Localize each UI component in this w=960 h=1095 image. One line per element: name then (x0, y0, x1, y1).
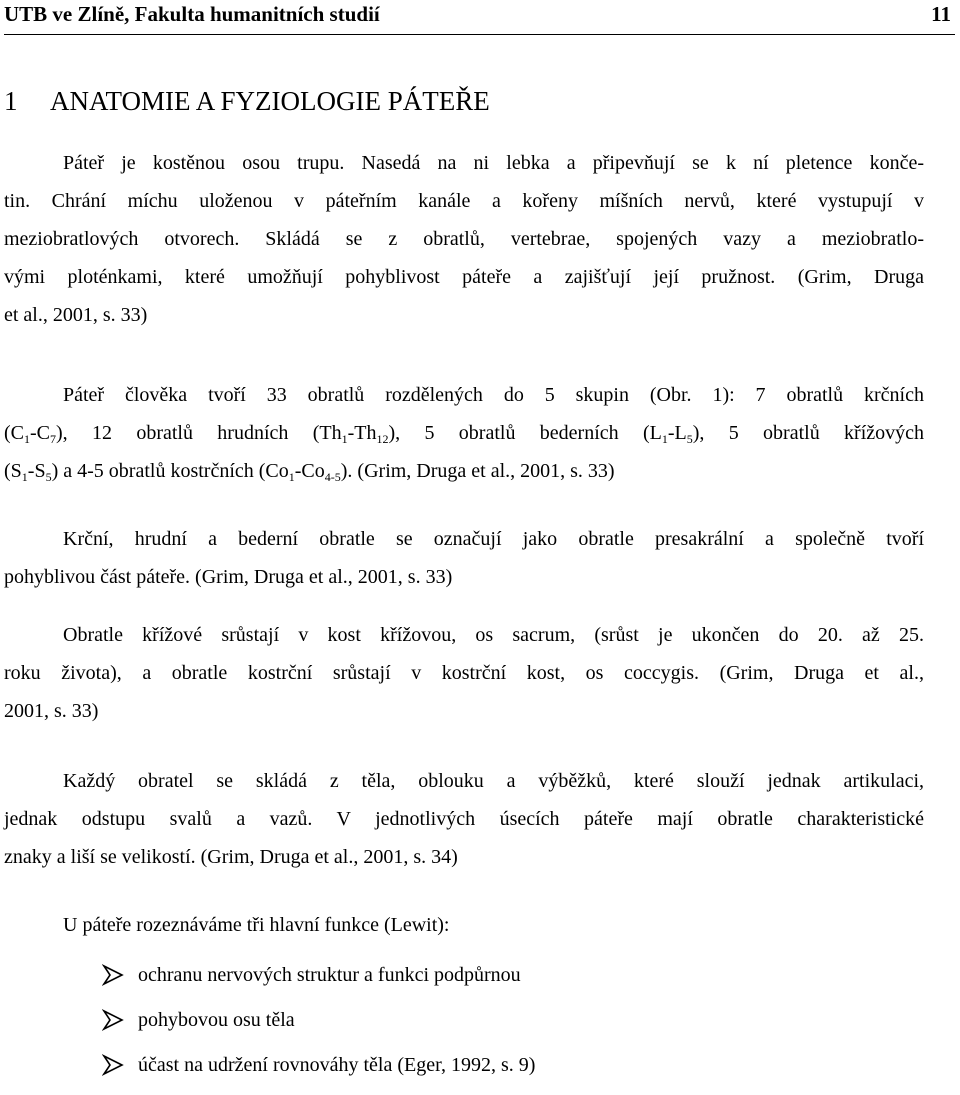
text-line: meziobratlových otvorech. Skládá se z obratlů, vertebrae, spojených vazy a meziobratlo- (4, 228, 924, 250)
text-line: roku života), a obratle kostrční srůstají v kostrční kost, os coccygis. (Grim, Druga et al., (4, 662, 924, 684)
paragraph-4 (4, 616, 924, 730)
arrowhead-bullet-icon (102, 964, 124, 986)
text-line: Každý obratel se skládá z těla, oblouku a výběžků, které slouží jednak artikulaci, (63, 770, 924, 792)
page-number: 11 (931, 2, 951, 26)
paragraph-5 (4, 762, 924, 876)
text-line: vými ploténkami, které umožňují pohyblivost páteře a zajišťují její pružnost. (Grim, Druga (4, 266, 924, 288)
text-line: Krční, hrudní a bederní obratle se označují jako obratle presakrální a společně tvoří (63, 528, 924, 550)
text-line: U páteře rozeznáváme tři hlavní funkce (Lewit): (63, 914, 450, 936)
list-item-text: ochranu nervových struktur a funkci podpůrnou (138, 964, 521, 986)
text-line: $(C_1-C_7)$, 12 obratlů hrudních $(Th_1-Th_{12})$, 5 obratlů bederních $(L_1-L_5)$, 5 obratlů křížových (4, 422, 924, 446)
text-line: Páteř člověka tvoří 33 obratlů rozdělených do 5 skupin (Obr. 1): 7 obratlů krčních (63, 384, 924, 406)
header-title: UTB ve Zlíně, Fakulta humanitních studií (4, 2, 380, 26)
text-line: jednak odstupu svalů a vazů. V jednotlivých úsecích páteře mají obratle charakteristické (4, 808, 924, 830)
text-line: pohyblivou část páteře. (Grim, Druga et al., 2001, s. 33) (4, 566, 453, 588)
paragraph-2 (4, 376, 924, 490)
chapter-title: ANATOMIE A FYZIOLOGIE PÁTEŘE (50, 86, 490, 116)
paragraph-6 (4, 906, 924, 944)
text-line: $(S_1-S_5)$ a 4-5 obratlů kostrčních $(Co_1-Co_{4-5})$. (Grim, Druga et al., 2001, s. 33) (4, 460, 615, 484)
text-line: Obratle křížové srůstají v kost křížovou, os sacrum, (srůst je ukončen do 20. až 25. (63, 624, 924, 646)
text-line: et al., 2001, s. 33) (4, 304, 148, 326)
list-item-text: pohybovou osu těla (138, 1009, 295, 1031)
chapter-number: 1 (4, 86, 18, 116)
text-line: 2001, s. 33) (4, 700, 99, 722)
text-line: znaky a liší se velikostí. (Grim, Druga et al., 2001, s. 34) (4, 846, 458, 868)
list-item-text: účast na udržení rovnováhy těla (Eger, 1992, s. 9) (138, 1054, 536, 1076)
text-line: tin. Chrání míchu uloženou v páteřním kanále a kořeny míšních nervů, které vystupují v (4, 190, 924, 212)
page-header (4, 0, 955, 35)
arrowhead-bullet-icon (102, 1009, 124, 1031)
arrowhead-bullet-icon (102, 1054, 124, 1076)
paragraph-3 (4, 520, 924, 596)
chapter-heading (4, 86, 490, 117)
text-line: Páteř je kostěnou osou trupu. Nasedá na ni lebka a připevňují se k ní pletence konče- (63, 152, 924, 174)
paragraph-1 (4, 144, 924, 334)
